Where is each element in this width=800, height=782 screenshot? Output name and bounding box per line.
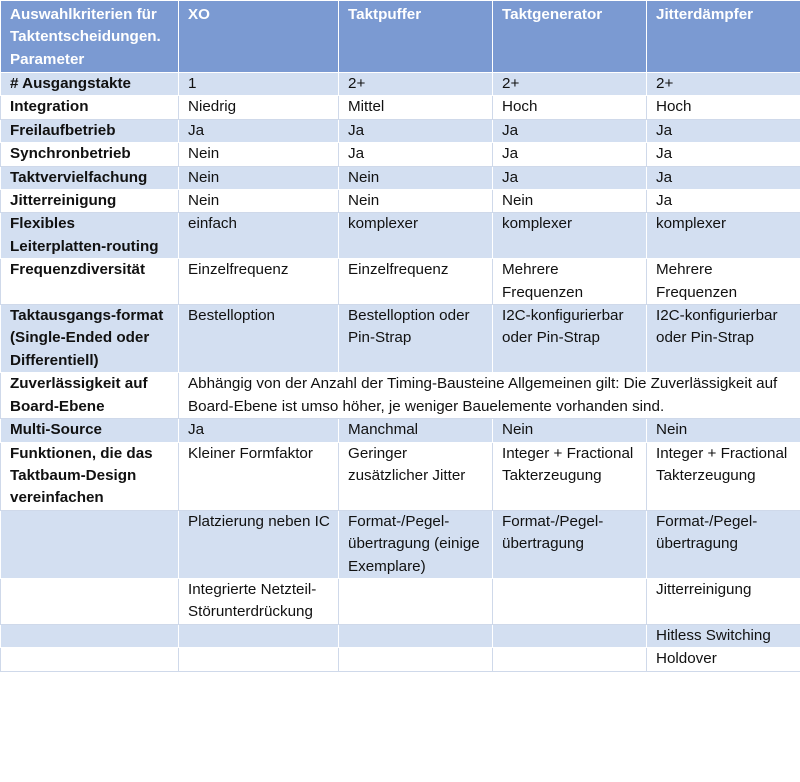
table-row [1, 143, 800, 166]
row-param [1, 578, 179, 624]
cell-taktpuffer: Bestelloption oder Pin-Strap [339, 305, 493, 373]
cell-jitterdaempfer: Jitterreinigung [647, 578, 800, 624]
cell-taktgenerator: Nein [493, 419, 647, 442]
cell-xo: Ja [179, 119, 339, 142]
cell-taktpuffer [339, 578, 493, 624]
row-param: Funktionen, die das Taktbaum-Design vereinfachen [1, 442, 179, 510]
row-param: Freilaufbetrieb [1, 119, 179, 142]
row-param: Taktvervielfachung [1, 166, 179, 189]
table-row [1, 166, 800, 189]
row-param: Integration [1, 96, 179, 119]
cell-jitterdaempfer: Ja [647, 166, 800, 189]
cell-taktgenerator: Mehrere Frequenzen [493, 259, 647, 305]
cell-xo: Ja [179, 419, 339, 442]
cell-xo [179, 648, 339, 671]
cell-taktpuffer: komplexer [339, 213, 493, 259]
cell-taktpuffer: Format-/Pegel-übertragung (einige Exemplare) [339, 510, 493, 578]
table-row [1, 648, 800, 671]
cell-jitterdaempfer: Holdover [647, 648, 800, 671]
cell-taktpuffer: Einzelfrequenz [339, 259, 493, 305]
cell-jitterdaempfer: komplexer [647, 213, 800, 259]
cell-taktgenerator [493, 648, 647, 671]
cell-xo [179, 624, 339, 647]
table-row [1, 578, 800, 624]
header-taktpuffer: Taktpuffer [339, 1, 493, 73]
row-param: Jitterreinigung [1, 190, 179, 213]
cell-xo: Bestelloption [179, 305, 339, 373]
cell-xo: Einzelfrequenz [179, 259, 339, 305]
table-row [1, 190, 800, 213]
cell-taktgenerator [493, 624, 647, 647]
table-row [1, 96, 800, 119]
row-param: Frequenzdiversität [1, 259, 179, 305]
header-xo: XO [179, 1, 339, 73]
cell-taktgenerator: Ja [493, 166, 647, 189]
cell-xo: Integrierte Netzteil-Störunterdrückung [179, 578, 339, 624]
table-row [1, 624, 800, 647]
cell-taktpuffer: Mittel [339, 96, 493, 119]
row-param: Zuverlässigkeit auf Board-Ebene [1, 373, 179, 419]
cell-jitterdaempfer: Integer + Fractional Takterzeugung [647, 442, 800, 510]
cell-jitterdaempfer: Ja [647, 143, 800, 166]
cell-taktgenerator: Ja [493, 119, 647, 142]
table-row [1, 119, 800, 142]
cell-jitterdaempfer: Format-/Pegel-übertragung [647, 510, 800, 578]
merged-note-cell: Abhängig von der Anzahl der Timing-Bausteine Allgemeinen gilt: Die Zuverlässigkeit auf Board-Ebene ist umso höher, je weniger Bauelemente vorhanden sind. [179, 373, 800, 419]
cell-taktgenerator [493, 578, 647, 624]
cell-jitterdaempfer: I2C-konfigurierbar oder Pin-Strap [647, 305, 800, 373]
table-row [1, 73, 800, 96]
cell-jitterdaempfer: Ja [647, 119, 800, 142]
cell-taktgenerator: komplexer [493, 213, 647, 259]
cell-taktgenerator: I2C-konfigurierbar oder Pin-Strap [493, 305, 647, 373]
cell-taktgenerator: Nein [493, 190, 647, 213]
row-param: Flexibles Leiterplatten-routing [1, 213, 179, 259]
cell-xo: Niedrig [179, 96, 339, 119]
cell-xo: Nein [179, 190, 339, 213]
cell-xo: Nein [179, 166, 339, 189]
cell-taktgenerator: Ja [493, 143, 647, 166]
cell-taktpuffer: Nein [339, 190, 493, 213]
row-param: Taktausgangs-format (Single-Ended oder Differentiell) [1, 305, 179, 373]
row-param [1, 648, 179, 671]
row-param: Synchronbetrieb [1, 143, 179, 166]
table-row [1, 213, 800, 259]
cell-xo: Nein [179, 143, 339, 166]
row-param: # Ausgangstakte [1, 73, 179, 96]
cell-xo: Kleiner Formfaktor [179, 442, 339, 510]
table-row [1, 419, 800, 442]
cell-taktgenerator: Format-/Pegel-übertragung [493, 510, 647, 578]
cell-jitterdaempfer: Mehrere Frequenzen [647, 259, 800, 305]
row-param [1, 624, 179, 647]
header-jitterdaempfer: Jitterdämpfer [647, 1, 800, 73]
cell-taktpuffer: Ja [339, 143, 493, 166]
table-row [1, 510, 800, 578]
cell-xo: 1 [179, 73, 339, 96]
cell-taktpuffer: Ja [339, 119, 493, 142]
cell-taktgenerator: Hoch [493, 96, 647, 119]
cell-taktpuffer: Manchmal [339, 419, 493, 442]
cell-xo: einfach [179, 213, 339, 259]
header-parameter: Auswahlkriterien für Taktentscheidungen. Parameter [1, 1, 179, 73]
cell-taktpuffer: Geringer zusätzlicher Jitter [339, 442, 493, 510]
cell-jitterdaempfer: Hitless Switching [647, 624, 800, 647]
cell-taktgenerator: 2+ [493, 73, 647, 96]
header-taktgenerator: Taktgenerator [493, 1, 647, 73]
table-row [1, 442, 800, 510]
cell-jitterdaempfer: Hoch [647, 96, 800, 119]
table-row [1, 305, 800, 373]
row-param [1, 510, 179, 578]
row-param: Multi-Source [1, 419, 179, 442]
cell-taktpuffer [339, 648, 493, 671]
cell-jitterdaempfer: Nein [647, 419, 800, 442]
table-row [1, 373, 800, 419]
header-row [1, 1, 800, 73]
cell-xo: Platzierung neben IC [179, 510, 339, 578]
cell-taktpuffer: 2+ [339, 73, 493, 96]
cell-taktpuffer [339, 624, 493, 647]
cell-taktgenerator: Integer + Fractional Takterzeugung [493, 442, 647, 510]
cell-jitterdaempfer: 2+ [647, 73, 800, 96]
table-row [1, 259, 800, 305]
cell-jitterdaempfer: Ja [647, 190, 800, 213]
cell-taktpuffer: Nein [339, 166, 493, 189]
